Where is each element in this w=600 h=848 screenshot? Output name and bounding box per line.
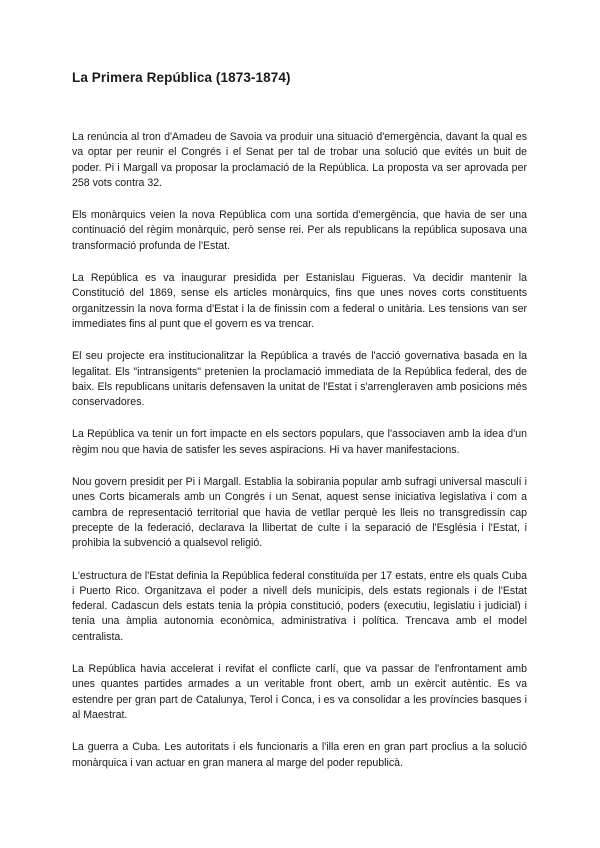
paragraph-7: L'estructura de l'Estat definia la República federal constituïda per 17 estats, entre els quals Cuba i Puerto Rico. Organitzava el poder a nivell dels municipis, dels estats regionals i de l'Estat federal. Cadascun dels estats tenia la pròpia constitució, poders (executiu, legislatiu i judicial) i tenia una àmplia autonomia econòmica, administrativa i política. Trencava amb el model centralista. — [72, 569, 527, 643]
paragraph-4: El seu projecte era institucionalitzar la República a través de l'acció governativa basada en la legalitat. Els "intransigents" pretenien la proclamació immediata de la República federal, des de baix. Els republicans unitaris defensaven la unitat de l'Estat i s'arrengleraven amb posicions més conservadores. — [72, 350, 527, 409]
paragraph-6: Nou govern presidit per Pi i Margall. Establia la sobirania popular amb sufragi universal masculí i unes Corts bicamerals amb un Congrés i un Senat, aquest sense iniciativa legislativa i com a cambra de representació territorial que havia de vetllar perquè les lleis no transgredissin cap precepte de la federació, declarava la llibertat de culte i la separació de l'Església i l'Estat, i prohibia la subvenció a qualsevol religió. — [72, 476, 527, 550]
paragraph-3: La República es va inaugurar presidida per Estanislau Figueras. Va decidir mantenir la Constitució del 1869, sense els articles monàrquics, fins que unes noves corts constituents organitzessin la nova forma d'Estat i la de finissin com a federal o unitària. Les tensions van ser immediates fins al punt que el govern es va trencar. — [72, 272, 527, 330]
document-body — [72, 130, 527, 788]
page-title: La Primera República (1873-1874) — [72, 70, 291, 85]
paragraph-8: La República havia accelerat i revifat el conflicte carlí, que va passar de l'enfrontament amb unes quantes partides armades a un veritable front obert, amb un exèrcit autèntic. Es va estendre per gran part de Catalunya, Terol i Conca, i es va consolidar a les províncies basques i al Maestrat. — [72, 663, 527, 721]
paragraph-9: La guerra a Cuba. Les autoritats i els funcionaris a l'illa eren en gran part proclius a la solució monàrquica i van actuar en gran manera al marge del poder republicà. — [72, 741, 527, 769]
paragraph-1: La renúncia al tron d'Amadeu de Savoia va produir una situació d'emergència, davant la qual es va optar per reunir el Congrés i el Senat per tal de trobar una solució que evités un buit de poder. Pi i Margall va proposar la proclamació de la República. La proposta va ser aprovada per 258 vots contra 32. — [72, 131, 527, 189]
paragraph-2: Els monàrquics veien la nova República com una sortida d'emergència, que havia de ser una continuació del règim monàrquic, però sense rei. Per als republicans la república suposava una transformació profunda de l'Estat. — [72, 209, 527, 252]
paragraph-5: La República va tenir un fort impacte en els sectors populars, que l'associaven amb la idea d'un règim nou que havia de satisfer les seves aspiracions. Hi va haver manifestacions. — [72, 428, 527, 456]
